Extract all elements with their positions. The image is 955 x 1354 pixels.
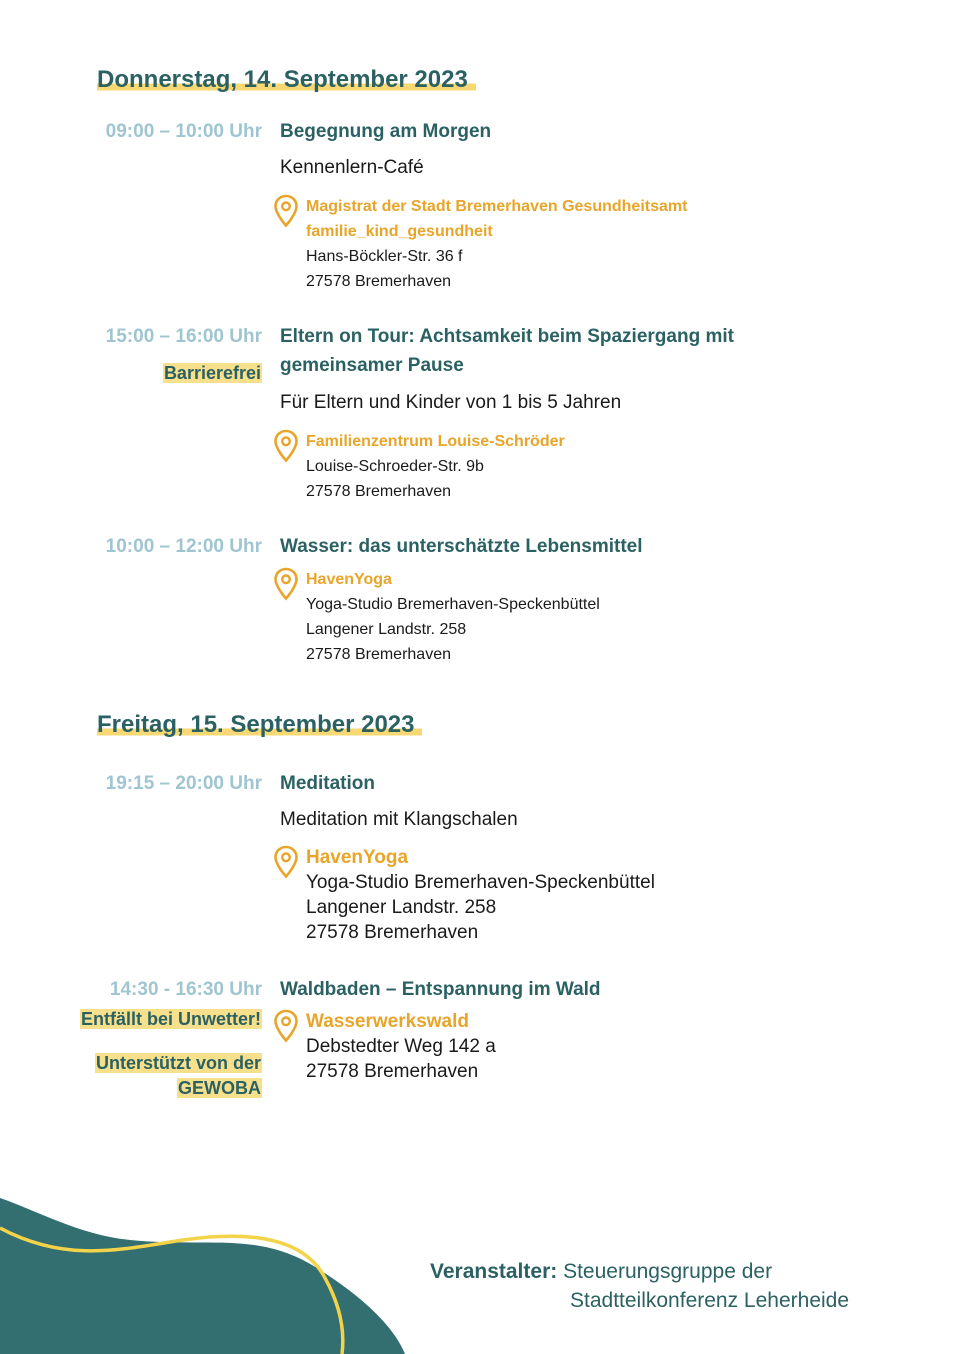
day-heading-thursday: Donnerstag, 14. September 2023	[97, 66, 476, 94]
event-location	[272, 429, 772, 504]
tag-sponsor-line1: Unterstützt von der	[95, 1053, 261, 1073]
event-time: 15:00 – 16:00 Uhr	[105, 326, 262, 347]
tag-sponsor-line2: GEWOBA	[178, 1078, 261, 1098]
location-address: Louise-Schroeder-Str. 9b	[306, 458, 484, 475]
location-city: 27578 Bremerhaven	[306, 273, 451, 290]
location-address: Langener Landstr. 258	[306, 897, 497, 918]
event-time: 10:00 – 12:00 Uhr	[105, 536, 262, 557]
location-venue: Yoga-Studio Bremerhaven-Speckenbüttel	[306, 596, 600, 613]
event-title: Eltern on Tour: Achtsamkeit beim Spaziergang mit gemeinsamer Pause	[280, 326, 734, 376]
location-name: familie_kind_gesundheit	[306, 223, 493, 240]
accessibility-tag	[163, 361, 262, 386]
organizer-line1: Steuerungsgruppe der	[563, 1260, 773, 1283]
location-pin-icon	[272, 845, 300, 879]
event-description: Für Eltern und Kinder von 1 bis 5 Jahren	[280, 392, 622, 413]
location-address: Debstedter Weg 142 a	[306, 1036, 496, 1057]
location-city: 27578 Bremerhaven	[306, 1061, 479, 1082]
event-location	[272, 845, 772, 945]
location-address: Hans-Böckler-Str. 36 f	[306, 248, 463, 265]
day-heading-friday: Freitag, 15. September 2023	[97, 711, 422, 739]
event-location	[272, 194, 772, 294]
location-pin-icon	[272, 429, 300, 463]
event-description: Kennenlern-Café	[280, 157, 424, 178]
location-name: Magistrat der Stadt Bremerhaven Gesundheitsamt	[306, 198, 688, 215]
location-name: HavenYoga	[306, 847, 409, 868]
weather-tag	[80, 1007, 262, 1032]
event-description: Meditation mit Klangschalen	[280, 809, 518, 830]
organizer-line2: Stadtteilkonferenz Leherheide	[570, 1289, 850, 1312]
location-city: 27578 Bremerhaven	[306, 483, 451, 500]
location-pin-icon	[272, 567, 300, 601]
location-address: Langener Landstr. 258	[306, 621, 467, 638]
organizer-label: Veranstalter:	[430, 1260, 558, 1283]
location-venue: Yoga-Studio Bremerhaven-Speckenbüttel	[306, 872, 655, 893]
organizer-credit	[430, 1257, 849, 1315]
decorative-wave	[0, 1190, 420, 1354]
event-title: Begegnung am Morgen	[280, 121, 492, 142]
event-title: Meditation	[280, 773, 375, 794]
tag-weather: Entfällt bei Unwetter!	[80, 1009, 261, 1029]
event-time: 19:15 – 20:00 Uhr	[105, 773, 262, 794]
location-city: 27578 Bremerhaven	[306, 646, 451, 663]
location-pin-icon	[272, 1009, 300, 1043]
event-time: 09:00 – 10:00 Uhr	[105, 121, 262, 142]
location-name: HavenYoga	[306, 571, 392, 588]
event-location	[272, 567, 772, 667]
location-name: Familienzentrum Louise-Schröder	[306, 433, 565, 450]
sponsor-tag	[95, 1051, 262, 1101]
tag-barrierefrei: Barrierefrei	[163, 363, 261, 383]
event-title: Waldbaden – Entspannung im Wald	[280, 979, 601, 1000]
event-time: 14:30 - 16:30 Uhr	[109, 979, 262, 1000]
event-title: Wasser: das unterschätzte Lebensmittel	[280, 536, 643, 557]
location-pin-icon	[272, 194, 300, 228]
location-name: Wasserwerkswald	[306, 1011, 469, 1032]
event-location	[272, 1009, 772, 1084]
location-city: 27578 Bremerhaven	[306, 922, 479, 943]
